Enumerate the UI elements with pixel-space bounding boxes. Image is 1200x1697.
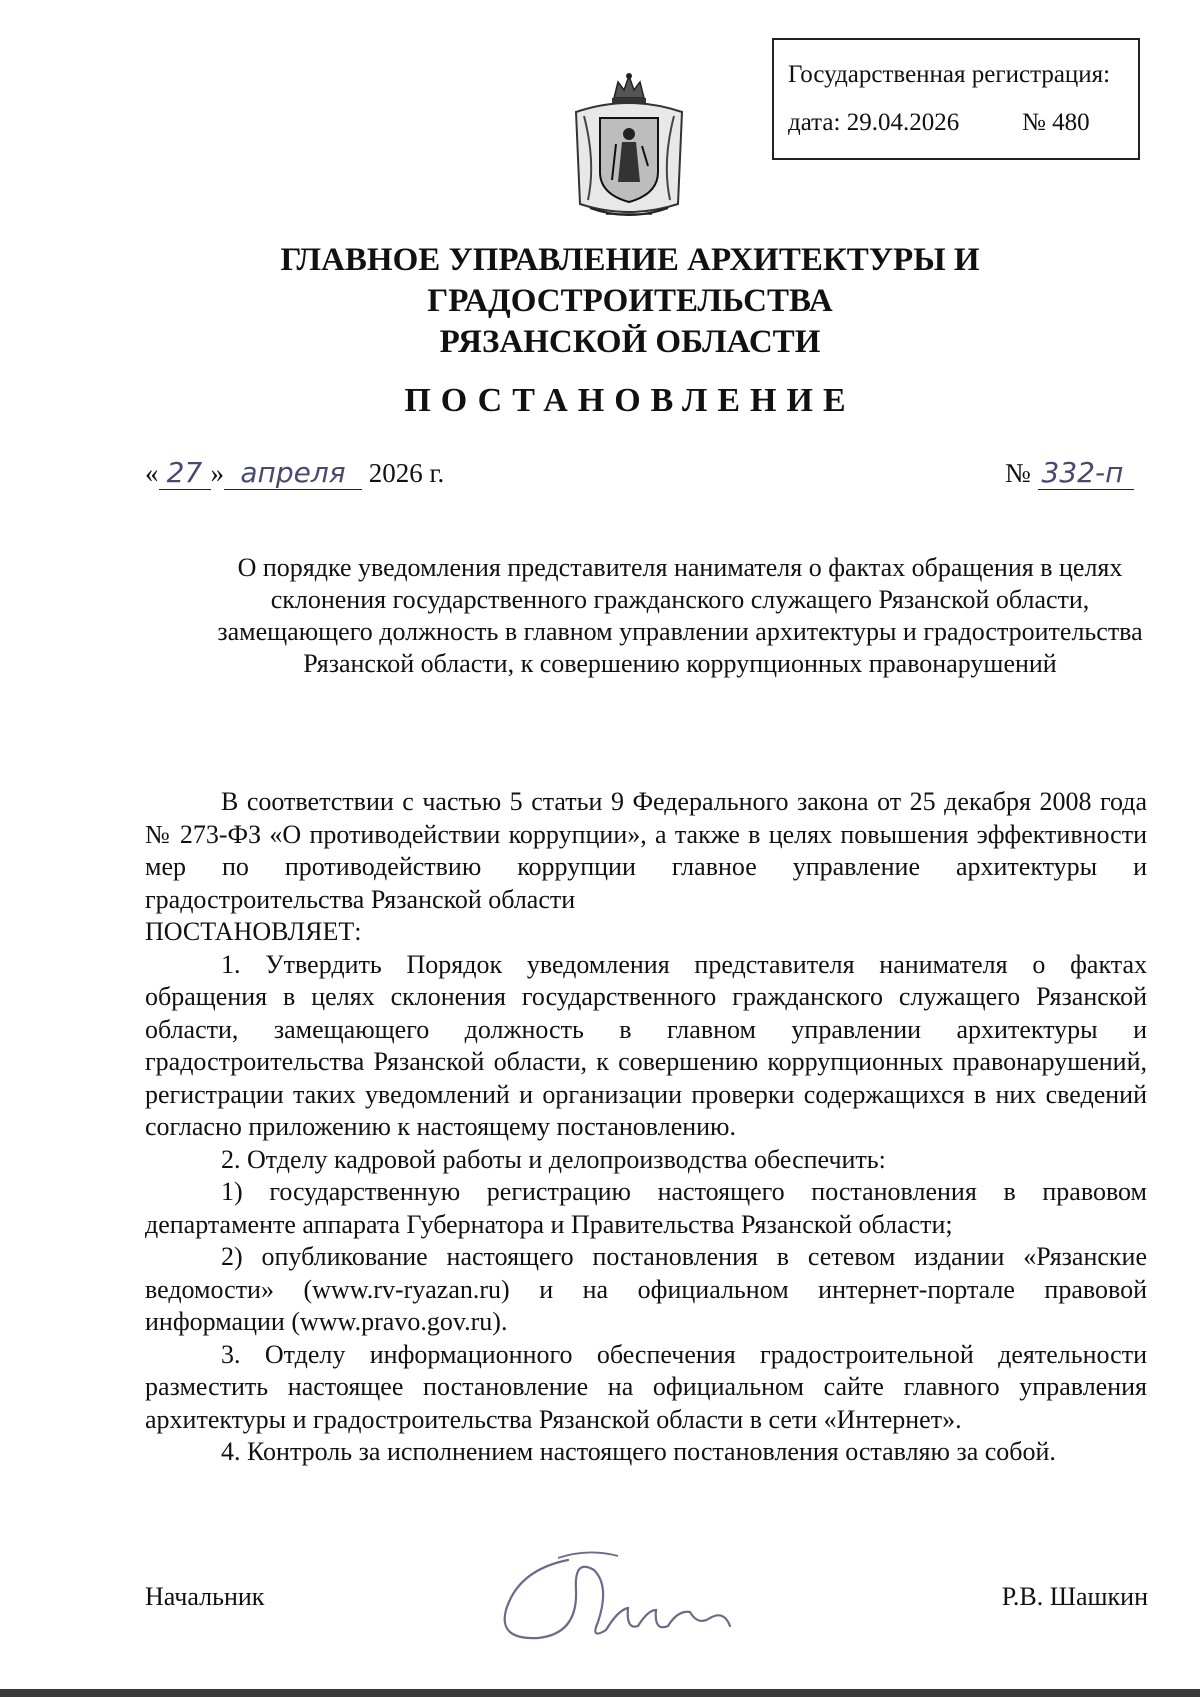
signer-name: Р.В. Шашкин bbox=[1001, 1582, 1148, 1611]
registration-title: Государственная регистрация: bbox=[788, 61, 1111, 88]
organization-name-line2: РЯЗАНСКОЙ ОБЛАСТИ bbox=[439, 324, 821, 360]
item-2-paragraph: 2. Отделу кадровой работы и делопроизводства обеспечить: bbox=[221, 1144, 886, 1174]
document-subject: О порядке уведомления представителя нанимателя о фактах обращения в целях склонения государственного гражданского служащего Рязанской области, замещающего должность в главном управлении архитектуры и градостроительства Рязанской области, к совершению коррупционных правонарушений bbox=[217, 553, 1143, 678]
organization-name bbox=[100, 240, 1160, 363]
preamble-paragraph: В соответствии с частью 5 статьи 9 Федерального закона от 25 декабря 2008 года № 273-ФЗ «О противодействии коррупции», а также в целях повышения эффективности мер по противодействию коррупции главное управление архитектуры и градостроительства Рязанской области bbox=[145, 787, 1147, 914]
document-number bbox=[1005, 456, 1134, 490]
item-1-paragraph: 1. Утвердить Порядок уведомления представителя нанимателя о фактах обращения в целях склонения государственного гражданского служащего Рязанской области, замещающего должность в главном управлении архитектуры и градостроительства Рязанской области, к совершению коррупционных правонарушений, регистрации таких уведомлений и организации проверки содержащихся в них сведений согласно приложению к настоящему постановлению. bbox=[145, 949, 1147, 1141]
item-3-paragraph: 3. Отделу информационного обеспечения градостроительной деятельности разместить настоящее постановление на официальном сайте главного управления архитектуры и градостроительства Рязанской области в сети «Интернет». bbox=[145, 1339, 1147, 1434]
number-prefix: № bbox=[1005, 458, 1031, 488]
handwritten-signature-icon bbox=[498, 1530, 758, 1660]
document-type: ПОСТАНОВЛЕНИЕ bbox=[404, 382, 856, 419]
registration-date: дата: 29.04.2026 bbox=[788, 109, 960, 136]
registration-stamp bbox=[772, 38, 1140, 160]
date-close-quote: » bbox=[210, 458, 224, 488]
organization-name-line1: ГЛАВНОЕ УПРАВЛЕНИЕ АРХИТЕКТУРЫ И ГРАДОСТРОИТЕЛЬСТВА bbox=[280, 242, 980, 319]
document-body bbox=[145, 786, 1147, 1469]
date-day-handwritten: 27 bbox=[159, 456, 211, 490]
document-date bbox=[145, 456, 444, 490]
item-2-2-paragraph: 2) опубликование настоящего постановления в сетевом издании «Рязанские ведомости» (www.rv-ryazan.ru) и на официальном интернет-портале правовой информации (www.pravo.gov.ru). bbox=[145, 1242, 1147, 1336]
registration-number: № 480 bbox=[1022, 109, 1090, 136]
ryazan-coat-of-arms-icon bbox=[566, 72, 692, 228]
number-handwritten: 332-п bbox=[1038, 456, 1134, 490]
date-year: 2026 г. bbox=[368, 458, 445, 488]
item-2-1-paragraph: 1) государственную регистрацию настоящего постановления в правовом департаменте аппарата Губернатора и Правительства Рязанской области; bbox=[145, 1177, 1147, 1239]
decree-word: ПОСТАНОВЛЯЕТ: bbox=[145, 917, 362, 946]
signature-graphic bbox=[498, 1530, 758, 1660]
date-month-handwritten: апреля bbox=[224, 456, 362, 490]
date-open-quote: « bbox=[145, 458, 159, 488]
signer-position: Начальник bbox=[145, 1582, 265, 1611]
item-4-paragraph: 4. Контроль за исполнением настоящего постановления оставляю за собой. bbox=[221, 1437, 1056, 1466]
scan-edge-divider bbox=[0, 1689, 1200, 1697]
coat-of-arms-graphic bbox=[566, 72, 692, 228]
